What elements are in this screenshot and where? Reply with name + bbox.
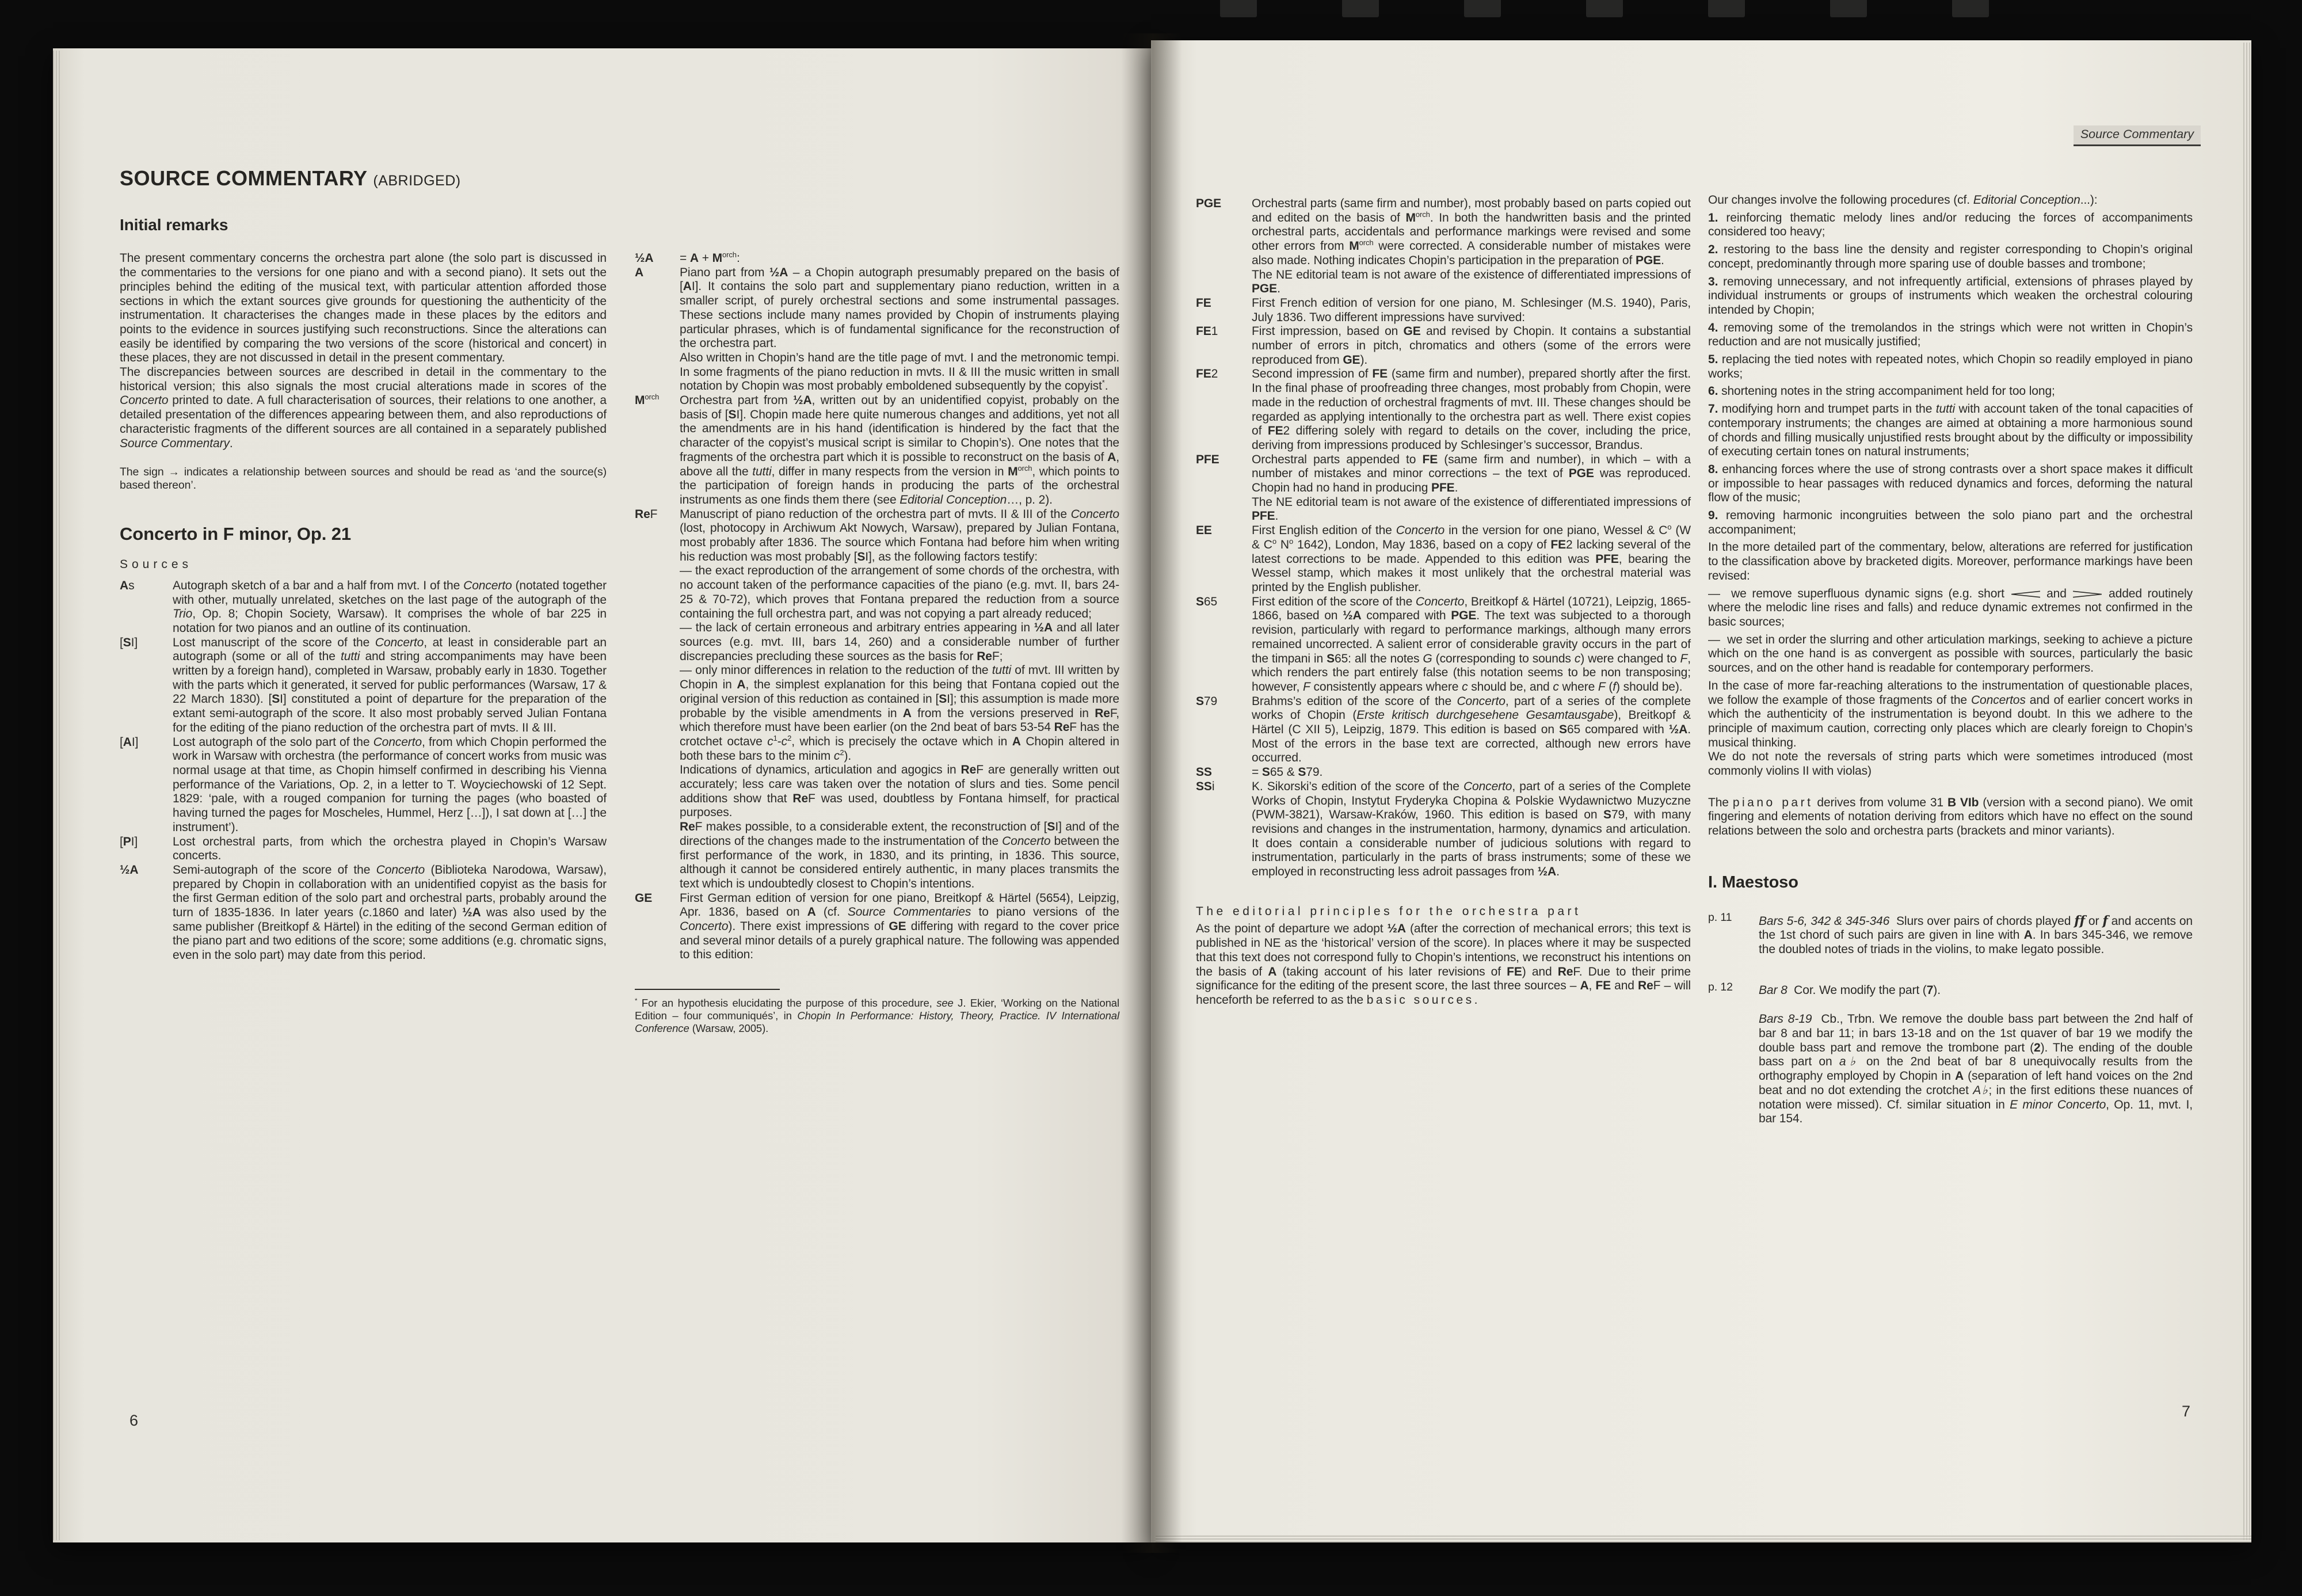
changes-intro: Our changes involve the following procedures (cf. Editorial Conception...): — [1708, 193, 2098, 207]
left-column-2 — [635, 252, 1119, 1035]
source-entry-SSi — [1196, 780, 1691, 879]
source-entry-text: Semi-autograph of the score of the Concerto (Biblioteka Narodowa, Warsaw), prepared by Chopin in collaboration with an unidentified copyist as the basis for the first German edition of the solo part and orchestral parts, probably around the turn of 1835-1836. In later years (c.1860 and later) ½A was also used by the same publisher (Breitkopf & Härtel) in the editing of the second German edition of the piano part and two editions of the score; some additions (e.g. chromatic signs, even in the solo part) may date from this period. — [173, 863, 607, 962]
page-ref: p. 12 — [1708, 980, 1733, 993]
editorial-principles-heading: The editorial principles for the orchestra part — [1196, 904, 1581, 918]
movement-heading-maestoso: I. Maestoso — [1708, 873, 1798, 892]
source-siglum: A — [635, 265, 644, 279]
right-column-1 — [1196, 197, 1691, 1008]
dynamic-signs-paragraph: — we remove superfluous dynamic signs (e.g. short and added routinely where the melodic line rises and falls) and reduce dynamic extremes not confirmed in the basic sources; — [1708, 586, 2193, 629]
source-entry-text: First edition of the score of the Concerto, Breitkopf & Härtel (10721), Leipzig, 1865-1866, based on ½A compared with PGE. The text was subjected to a thorough revision, particularly with regard to performance markings, although many errors remained uncorrected. A salient error of considerable gravity occurs in the part of the timpani in S65: all the notes G (corresponding to sounds c) were changed to F, which renders the part entirely false (this notation seems to be non transposing; however, F consistently appears where c should be, and c where F (f) should be). — [1252, 595, 1691, 694]
section-heading-initial-remarks: Initial remarks — [120, 215, 228, 234]
source-entry-text: K. Sikorski’s edition of the score of the Concerto, part of a series of the Complete Works of Chopin, Instytut Fryderyka Chopina & Polskie Wydawnictwo Muzyczne (PWM-3821), Warsaw-Kraków, 1960. This edition is based on S79, with many revisions and changes in the instrumentation, harmony, dynamics and articulation. It does contain a considerable number of judicious solutions with regard to instrumentation, particularly in the parts of brass instruments; some of these we employed in reconstructing less adroit passages from ½A. — [1252, 779, 1691, 879]
page-title — [120, 166, 607, 190]
binder-tab — [1708, 0, 1745, 17]
sources-label: Sources — [120, 558, 193, 572]
source-entry-text: = $A + M^{orch}$: — [680, 250, 740, 265]
source-entry-text: First German edition of version for one piano, Breitkopf & Härtel (5654), Leipzig, Apr. 1836, based on A (cf. Source Commentaries to piano versions of the Concerto). There exist impressions of GE differing with regard to the cover price and several minor details of a purely graphical nature. The following was appended to this edition: — [680, 891, 1119, 962]
page-right — [1151, 40, 2251, 1542]
sign-note: The sign → indicates a relationship between sources and should be read as ‘and the source(s) based thereon’. — [120, 466, 607, 492]
page-left — [53, 48, 1151, 1542]
change-item-2: 2. restoring to the bass line the density and register corresponding to Chopin’s original concept, predominantly through more sparing use of double basses and trombone; — [1708, 243, 2193, 271]
page-edge-stack — [2243, 43, 2251, 1540]
page-edge-stack — [1156, 1535, 2251, 1542]
source-entry-As — [120, 579, 607, 636]
binder-tab — [1464, 0, 1501, 17]
source-entry-text: = S65 & S79. — [1252, 765, 1323, 779]
source-siglum: ½A — [635, 252, 654, 265]
source-siglum: SS — [1196, 765, 1212, 779]
source-entry-S65 — [1196, 595, 1691, 695]
footnote-rule — [635, 989, 780, 990]
commentary-entry-p11 — [1708, 911, 2193, 957]
change-item-6: 6. shortening notes in the string accompaniment held for too long; — [1708, 384, 2055, 398]
change-item-9: 9. removing harmonic incongruities between the solo piano part and the orchestral accompaniment; — [1708, 509, 2193, 536]
left-column-1 — [120, 166, 607, 963]
source-siglum: As — [120, 578, 135, 592]
footnote-text: * For an hypothesis elucidating the purpose of this procedure, see J. Ekier, ‘Working on the National Edition – four communiqués’, in Chopin In Performance: History, Theory, Practice. IV International Conference (Warsaw, 2005). — [635, 997, 1120, 1034]
binder-tab — [1220, 0, 1257, 17]
binder-tab — [1952, 0, 1989, 17]
source-entry-S79 — [1196, 695, 1691, 766]
right-column-2 — [1708, 193, 2193, 1126]
paragraph-initial-remarks-1: The present commentary concerns the orchestra part alone (the solo part is discussed in the commentaries to the versions for one piano and with a second piano). It sets out the principles behind the editing of the musical text, with particular attention afforded those sections in which the extant sources give grounds for questioning the authenticity of the instrumentation. It characterises the changes made in these places by the editors and points to the evidence in sources justifying such reconstructions. Since the alterations can easily be identified by comparing the two versions of the score (historical and concert) in these places, they are not discussed in detail in the present commentary. — [120, 252, 607, 365]
source-siglum: $M^{orch}$ — [635, 393, 660, 407]
source-entry-text: Orchestra part from ½A, written out by an unidentified copyist, probably on the basis of [SI]. Chopin made here quite numerous changes and additions, yet not all the amendments are in his hand (identification is hindered by the fact that the character of the copyist’s musical script is similar to Chopin’s). One notes that the fragments of the orchestra part which it is possible to reconstruct on the basis of A, above all the tutti, differ in many respects from the version in $M^{orch}$, which points to the participation of foreign hands in producing the parts of the orchestral instruments as one finds them there (see Editorial Conception…, p. 2). — [680, 394, 1119, 506]
source-entry-text: First English edition of the Concerto in the version for one piano, Wessel & $C^o$ (W & $C^o$ $N^o$ 1642), London, May 1836, based on a copy of FE2 lacking several of the latest corrections to be made. Appended to this edition was PFE, bearing the Wessel stamp, which makes it most unlikely that the orchestral material was printed by the English publisher. — [1252, 523, 1691, 594]
source-entry-FE2 — [1196, 367, 1691, 452]
source-entry-SS — [1196, 765, 1691, 780]
source-siglum: GE — [635, 891, 653, 905]
detail-paragraph: In the more detailed part of the commentary, below, alterations are referred for justification to the classification above by bracketed digits. Moreover, performance markings have been revised: — [1708, 540, 2193, 582]
source-siglum: FE1 — [1196, 325, 1218, 338]
page-title-suffix: (ABRIDGED) — [373, 173, 461, 189]
page-ref: p. 11 — [1708, 911, 1732, 924]
source-siglum: FE2 — [1196, 367, 1218, 381]
commentary-text: Bar 8 Cor. We modify the part (7). Bars 8-19 Cb., Trbn. We remove the double bass part between the 2nd half of bar 8 and bar 11; in bars 13-18 and on the 1st quaver of bar 19 we modify the double bass part and remove the trombone part (2). The ending of the double bass part on a♭ on the 2nd beat of bar 8 unequivocally results from the orthography employed by Chopin in A (separation of left hand voices on the 2nd beat and no dot extending the crotchet A♭; in the first editions these nuances of notation were missed). Cf. similar situation in E minor Concerto, Op. 11, mvt. I, bar 154. — [1759, 983, 2193, 1126]
footnote — [635, 989, 1119, 1034]
source-entry-PGE — [1196, 197, 1691, 296]
running-header: Source Commentary — [2074, 125, 2201, 146]
editorial-principles-paragraph: As the point of departure we adopt ½A (after the correction of mechanical errors; this text is published in NE as the ‘historical’ version of the score). In places where it may be suspected that this text does not correspond fully to Chopin’s intentions, we reconstruct his intentions on the basis of A (taking account of his later revisions of FE) and ReF. Due to their prime significance for the editing of the present score, the last three sources – A, FE and ReF – will henceforth be referred to as the basic sources. — [1196, 922, 1691, 1007]
change-item-3: 3. removing unnecessary, and not infrequently artificial, extensions of phrases played by individual instruments or groups of instruments which weaken the orchestral colouring intended by Chopin; — [1708, 275, 2193, 317]
source-entry-EE — [1196, 524, 1691, 595]
far-reaching-paragraph: In the case of more far-reaching alterations to the instrumentation of questionable places, we follow the example of those fragments of the Concertos and of earlier concert works in which the authenticity of the instrumentation is beyond doubt. In this we adhere to the principle of maximum caution, correcting only places which are clearly foreign to Chopin’s musical thinking. — [1708, 679, 2193, 749]
source-siglum: ReF — [635, 507, 658, 521]
change-item-7: 7. modifying horn and trumpet parts in the tutti with account taken of the tonal capacities of contemporary instruments; the changes are aimed at obtaining a more harmonious sound of chords and filling musically unjustified rests brought about by the difficulty or impossibility of executing certain tones on natural instruments; — [1708, 402, 2193, 459]
change-item-5: 5. replacing the tied notes with repeated notes, which Chopin so readily employed in piano works; — [1708, 353, 2193, 380]
source-entry-text: Second impression of FE (same firm and number), prepared shortly after the first. In the final phase of proofreading three changes, most probably from Chopin, were made in the reduction of orchestral fragments of mvt. III. These changes should be regarded as applying intentionally to the orchestra part as well. There exist copies of FE2 differing solely with regard to details on the cover, including the price, deriving from impressions produced by Schlesinger’s successor, Brandus. — [1252, 367, 1691, 452]
source-entry-text: Lost autograph of the solo part of the Concerto, from which Chopin performed the work in Warsaw with orchestra (the performance of concert works from music was normal usage at that time, as Chopin himself confirmed in describing his Vienna performance of the Variations, Op. 2, in a letter to T. Woyciechowski of 12 Sept. 1829: ‘pale, with a rouged companion for turning the pages (who boasted of having turned the pages for Moscheles, Hummel, Herz […]), I sat down at […] the instrument’). — [173, 735, 607, 834]
page-number-right: 7 — [2181, 1403, 2190, 1420]
source-siglum: PFE — [1196, 452, 1219, 466]
source-entry-text: Autograph sketch of a bar and a half from mvt. I of the Concerto (notated together with other, mutually unrelated, sketches on the last page of the autograph of the Trio, Op. 8; Chopin Society, Warsaw). It comprises the whole of bar 225 in notation for two pianos and an outline of its continuation. — [173, 578, 607, 635]
source-siglum: [AI] — [120, 735, 139, 749]
source-entry-halfA — [120, 863, 607, 963]
source-entry-PI — [120, 835, 607, 863]
source-entry-GE — [635, 892, 1119, 963]
source-siglum: FE — [1196, 296, 1211, 310]
source-siglum: [PI] — [120, 835, 138, 848]
source-siglum: [SI] — [120, 635, 138, 649]
source-entry-ReF — [635, 508, 1119, 892]
binder-tab — [1830, 0, 1867, 17]
source-entry-FE — [1196, 296, 1691, 325]
change-item-8: 8. enhancing forces where the use of strong contrasts over a short space makes it difficult or impossible to hear passages with reduced dynamics and forces, deforming the natural flow of the music; — [1708, 462, 2193, 505]
source-entry-AI — [120, 736, 607, 835]
source-siglum: SSi — [1196, 779, 1215, 793]
source-entry-text: Lost manuscript of the score of the Concerto, at least in considerable part an autograph (some or all of the tutti and string accompaniments may have been written by a foreign hand), completed in Warsaw, probably early in 1830. Together with the parts which it generated, it served for public performances (Warsaw, 17 & 22 March 1830). [SI] constituted a point of departure for the preparation of the extant semi-autograph of the score. It also most probably served Julian Fontana for the editing of the piano reduction of the orchestra part of mvts. II & III. — [173, 635, 607, 734]
source-entry-halfA-equation — [635, 252, 1119, 266]
source-siglum: ½A — [120, 863, 139, 877]
source-entry-text: Brahms’s edition of the score of the Concerto, part of a series of the complete works of Chopin (Erste kritisch durchgesehene Gesamtausgabe), Breitkopf & Härtel (C XII 5), Leipzig, 1879. This edition is based on S65 compared with ½A. Most of the errors in the base text are corrected, although new errors have occurred. — [1252, 694, 1691, 765]
source-entry-text: First French edition of version for one piano, M. Schlesinger (M.S. 1940), Paris, July 1836. Two different impressions have survived: — [1252, 296, 1691, 324]
source-entry-Morch — [635, 394, 1119, 508]
source-entry-text: Orchestral parts (same firm and number), most probably based on parts copied out and edited on the basis of $M^{orch}$. In both the handwritten basis and the printed orchestral parts, accidentals and performance markings were revised and some other errors from $M^{orch}$ were corrected. A considerable number of mistakes were also made. Nothing indicates Chopin’s participation in the preparation of PGE. The NE editorial team is not aware of the existence of differentiated impressions of PGE. — [1252, 197, 1691, 296]
page-number-left: 6 — [129, 1412, 139, 1429]
page-edge-stack — [53, 51, 60, 1540]
change-item-4: 4. removing some of the tremolandos in the strings which were not written in Chopin’s reduction and are not musically justified; — [1708, 321, 2193, 349]
page-title-main: SOURCE COMMENTARY — [120, 166, 367, 190]
source-entry-text: Piano part from ½A – a Chopin autograph presumably prepared on the basis of [AI]. It contains the solo part and supplementary piano reduction, written in a smaller script, of purely orchestral sections and some instrumental passages. These sections include many names provided by Chopin of instruments playing particular phrases, which is of fundamental significance for the reconstruction of the orchestra part. Also written in Chopin’s hand are the title page of mvt. I and the metronomic tempi. In some fragments of the piano reduction in mvts. II & III the music written in small notation by Chopin was most probably emboldened subsequently by the copyist*. — [680, 265, 1119, 393]
piano-part-paragraph: The piano part derives from volume 31 B VIb (version with a second piano). We omit fingering and elements of notation deriving from editors which have no effect on the sound relations between the solo and orchestra parts (brackets and minor variants). — [1708, 795, 2193, 838]
change-item-1: 1. reinforcing thematic melody lines and/or reducing the forces of accompaniments considered too heavy; — [1708, 211, 2193, 239]
source-entry-PFE — [1196, 453, 1691, 524]
source-entry-text: First impression, based on GE and revised by Chopin. It contains a substantial number of errors in pitch, chromatics and others (some of the errors were reproduced from GE). — [1252, 325, 1691, 367]
string-reversals-paragraph: We do not note the reversals of string parts which were sometimes introduced (most commonly violins II with violas) — [1708, 750, 2193, 778]
source-entry-FE1 — [1196, 325, 1691, 367]
source-siglum: PGE — [1196, 197, 1222, 210]
source-siglum: S79 — [1196, 694, 1218, 708]
commentary-text: Bars 5-6, 342 & 345-346 Slurs over pairs of chords played ff or f and accents on the 1st chord of such pairs are given in line with A. In bars 345-346, we remove the doubled notes of triads in the violins, to make legato possible. — [1759, 913, 2193, 956]
binder-tab — [1586, 0, 1623, 17]
source-entry-text: Lost orchestral parts, from which the orchestra played in Chopin’s Warsaw concerts. — [173, 835, 607, 863]
paragraph-initial-remarks-2: The discrepancies between sources are described in detail in the commentary to the historical version; this also signals the most crucial alterations made in scores of the Concerto printed to date. A full characterisation of sources, their relations to one another, a detailed presentation of the differences appearing between them, and also reproductions of characteristic fragments of the different sources are all contained in a separately published Source Commentary. — [120, 365, 607, 450]
source-entry-SI — [120, 636, 607, 736]
section-heading-concerto: Concerto in F minor, Op. 21 — [120, 524, 352, 544]
commentary-entry-p12 — [1708, 980, 2193, 1126]
articulation-paragraph: — we set in order the slurring and other articulation markings, seeking to achieve a picture which on the one hand is as convergent as possible with sources, particularly the basic sources, and on the other hand is readable for contemporary performers. — [1708, 633, 2193, 675]
source-entry-A — [635, 266, 1119, 394]
source-entry-text: Orchestral parts appended to FE (same firm and number), in which – with a number of mistakes and minor corrections – the text of PGE was reproduced. Chopin had no hand in producing PFE. The NE editorial team is not aware of the existence of differentiated impressions of PFE. — [1252, 452, 1691, 523]
source-entry-text: Manuscript of piano reduction of the orchestra part of mvts. II & III of the Concerto (lost, photocopy in Archiwum Akt Nowych, Warsaw), prepared by Julian Fontana, most probably after 1836. The source which Fontana had before him when writing his reduction was most probably [SI], as the following factors testify: — the exact reproduction of the arrangement of some chords of the orchestra, with no account taken of the performance capacities of the piano (e.g. mvt. II, bars 24-25 & 70-72), which proves that Fontana prepared the reduction from a source containing the full orchestra part, and was not copying a part already reduced; — the lack of certain erroneous and arbitrary entries appearing in ½A and all later sources (e.g. mvt. III, bars 14, 260) and a considerable number of further discrepancies precluding these sources as the basis for ReF; — only minor differences in relation to the reduction of the tutti of mvt. III written by Chopin in A, the simplest explanation for this being that Fontana copied out the original version of this reduction as contained in [SI]; this assumption is made more probable by the visible amendments in A from the versions preserved in ReF, which therefore must have been earlier (on the 2nd beat of bars 53-54 ReF has the crotchet octave $c^1-c^2$, which is precisely the octave which in A Chopin altered in both these bars to the minim $c^2$). Indications of dynamics, articulation and agogics in ReF are generally written out accurately; less care was taken over the notation of slurs and ties. Some pencil additions show that ReF was used, doubtless by Fontana himself, for practical purposes. ReF makes possible, to a considerable extent, the reconstruction of [SI] and of the directions of the changes made to the instrumentation of the Concerto between the first performance of the work, in 1830, and its printing, in 1836. This source, although it cannot be considered entirely authentic, in many places transmits the text which is undoubtedly closest to Chopin’s intentions. — [680, 507, 1120, 890]
binder-tab — [1342, 0, 1379, 17]
source-siglum: S65 — [1196, 595, 1218, 608]
source-siglum: EE — [1196, 524, 1212, 538]
